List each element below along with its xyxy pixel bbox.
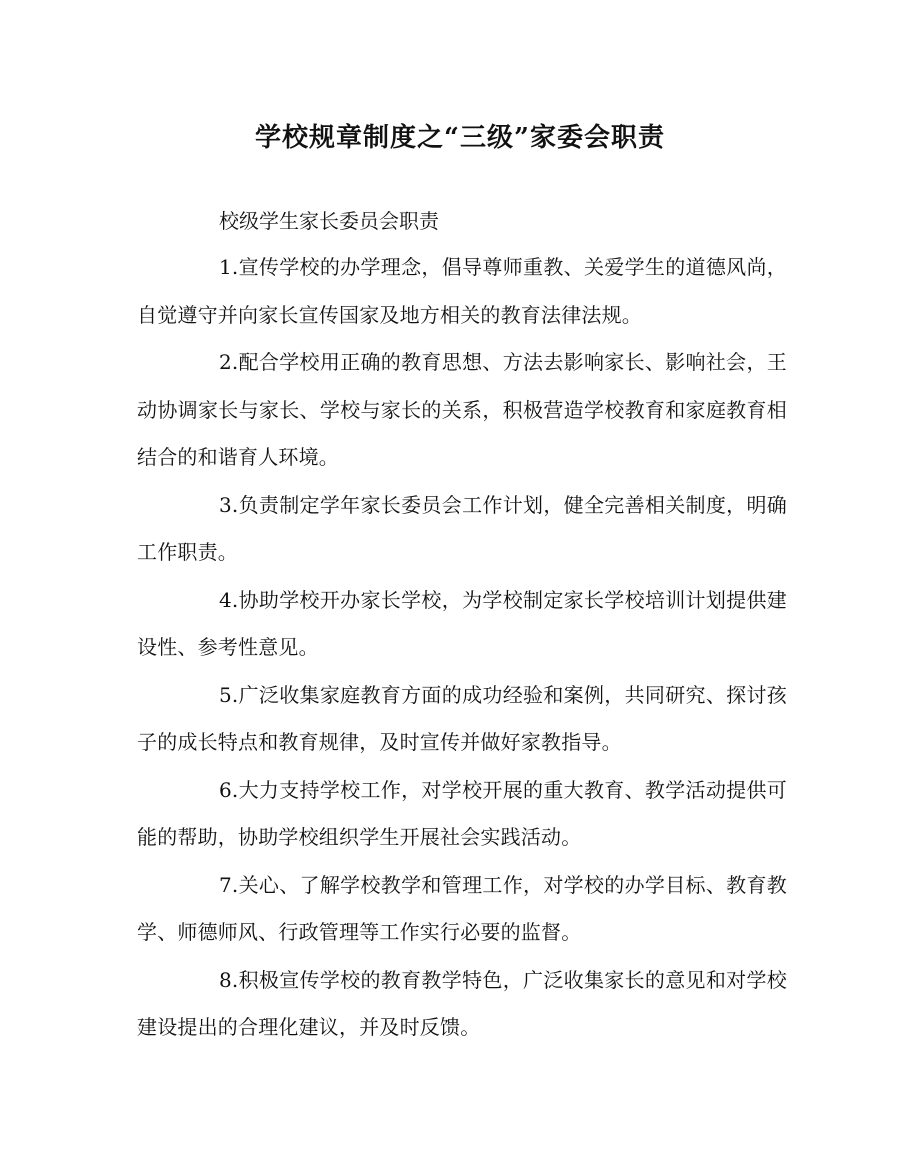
duty-item-5: 5.广泛收集家庭教育方面的成功经验和案例，共同研究、探讨孩子的成长特点和教育规律，及时宣传并做好家教指导。 [137,682,787,754]
duty-item-2: 2.配合学校用正确的教育思想、方法去影响家长、影响社会，王动协调家长与家长、学校与家长的关系，积极营造学校教育和家庭教育相结合的和谐育人环境。 [137,350,787,469]
duty-item-6: 6.大力支持学校工作，对学校开展的重大教育、教学活动提供可能的帮助，协助学校组织学生开展社会实践活动。 [137,777,787,849]
duty-item-8: 8.积极宣传学校的教育教学特色，广泛收集家长的意见和对学校建设提出的合理化建议，并及时反馈。 [137,967,787,1039]
duty-item-1: 1.宣传学校的办学理念，倡导尊师重教、关爱学生的道德风尚，自觉遵守并向家长宣传国家及地方相关的教育法律法规。 [137,255,787,327]
duty-item-3: 3.负责制定学年家长委员会工作计划，健全完善相关制度，明确工作职责。 [137,492,787,564]
document-title: 学校规章制度之“三级”家委会职责 [255,123,665,153]
document-body [137,198,787,1052]
duty-item-4: 4.协助学校开办家长学校，为学校制定家长学校培训计划提供建设性、参考性意见。 [137,587,787,659]
duty-item-7: 7.关心、了解学校教学和管理工作，对学校的办学目标、教育教学、师德师风、行政管理等工作实行必要的监督。 [137,872,787,944]
section-heading: 校级学生家长委员会职责 [219,209,439,233]
